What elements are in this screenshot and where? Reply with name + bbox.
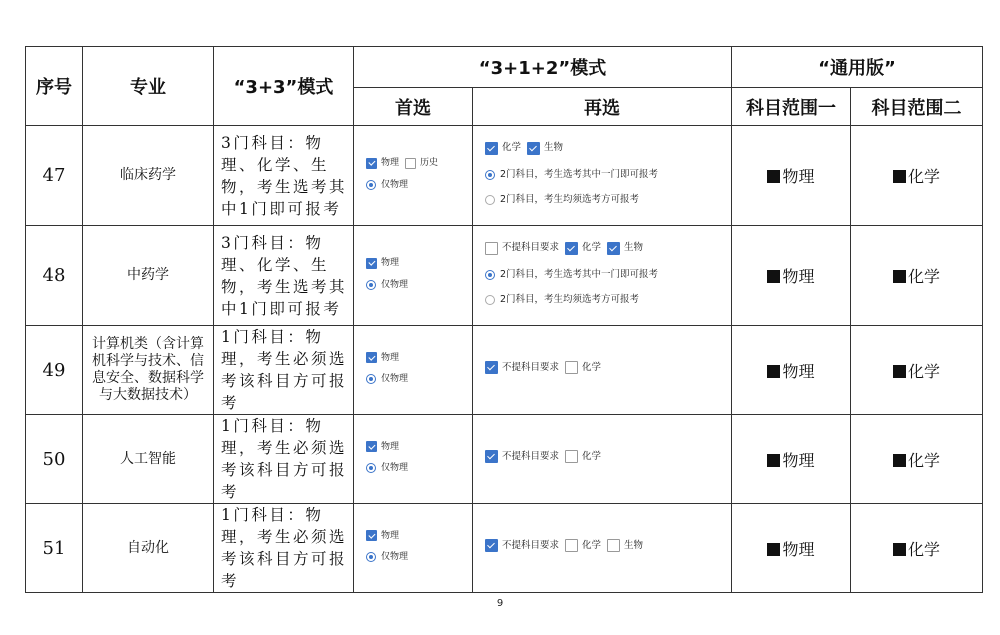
- radio-selected-icon: [366, 463, 376, 473]
- row-number: 51: [26, 504, 83, 593]
- checkbox-checked-icon: [366, 158, 377, 169]
- checkbox-empty-icon: [405, 158, 416, 169]
- major-name: 人工智能: [83, 415, 214, 504]
- range-one-cell: 物理: [732, 504, 851, 593]
- black-square-icon: [893, 454, 906, 467]
- first-choice-panel: [354, 326, 473, 415]
- checkbox-empty-icon: [565, 361, 578, 374]
- checkbox-checked-icon: [485, 361, 498, 374]
- table-row: [26, 415, 983, 504]
- table-row: [26, 504, 983, 593]
- major-name: 临床药学: [83, 126, 214, 226]
- first-choice-panel: [354, 504, 473, 593]
- row-number: 47: [26, 126, 83, 226]
- range-two-cell: 化学: [851, 326, 983, 415]
- radio-empty-icon: [485, 295, 495, 305]
- checkbox-empty-icon: [565, 450, 578, 463]
- second-choice-panel: [473, 415, 732, 504]
- choose-one-radio[interactable]: 2门科目，考生选考其中一门即可报考: [485, 264, 658, 286]
- no-requirement-checkbox[interactable]: 不提科目要求: [485, 446, 559, 468]
- range-one-cell: 物理: [732, 415, 851, 504]
- checkbox-checked-icon: [565, 242, 578, 255]
- range-one-cell: 物理: [732, 226, 851, 326]
- header-universal: “通用版”: [732, 47, 983, 88]
- checkbox-checked-icon: [366, 441, 377, 452]
- first-choice-panel: [354, 415, 473, 504]
- biology-checkbox[interactable]: 生物: [527, 137, 563, 159]
- first-choice-panel: [354, 226, 473, 326]
- checkbox-checked-icon: [485, 142, 498, 155]
- mode33-requirement: 1门科目：物理，考生必须选考该科目方可报考: [214, 504, 354, 593]
- checkbox-empty-icon: [607, 539, 620, 552]
- physics-checkbox[interactable]: 物理: [366, 254, 399, 272]
- header-seq: 序号: [26, 47, 83, 126]
- black-square-icon: [893, 365, 906, 378]
- range-two-cell: 化学: [851, 226, 983, 326]
- header-second-choice: 再选: [473, 88, 732, 126]
- biology-checkbox[interactable]: 生物: [607, 237, 643, 259]
- no-requirement-checkbox[interactable]: 不提科目要求: [485, 535, 559, 557]
- mode33-requirement: 3门科目：物理、化学、生物，考生选考其中1门即可报考: [214, 226, 354, 326]
- second-choice-panel: [473, 504, 732, 593]
- chemistry-checkbox[interactable]: 化学: [565, 535, 601, 557]
- header-major: 专业: [83, 47, 214, 126]
- radio-selected-icon: [366, 180, 376, 190]
- physics-checkbox[interactable]: 物理: [366, 349, 399, 367]
- radio-selected-icon: [366, 552, 376, 562]
- mode33-requirement: 1门科目：物理，考生必须选考该科目方可报考: [214, 415, 354, 504]
- black-square-icon: [893, 170, 906, 183]
- black-square-icon: [893, 543, 906, 556]
- row-number: 49: [26, 326, 83, 415]
- checkbox-checked-icon: [485, 450, 498, 463]
- checkbox-checked-icon: [527, 142, 540, 155]
- radio-selected-icon: [485, 170, 495, 180]
- range-two-cell: 化学: [851, 504, 983, 593]
- radio-selected-icon: [366, 374, 376, 384]
- only-physics-radio[interactable]: 仅物理: [366, 276, 408, 294]
- black-square-icon: [767, 170, 780, 183]
- major-name: 计算机类（含计算机科学与技术、信息安全、数据科学与大数据技术）: [83, 326, 214, 415]
- choose-one-radio[interactable]: 2门科目，考生选考其中一门即可报考: [485, 164, 658, 186]
- header-range-one: 科目范围一: [732, 88, 851, 126]
- first-choice-panel: [354, 126, 473, 226]
- checkbox-checked-icon: [607, 242, 620, 255]
- row-number: 50: [26, 415, 83, 504]
- physics-checkbox[interactable]: 物理: [366, 154, 399, 172]
- black-square-icon: [893, 270, 906, 283]
- major-name: 自动化: [83, 504, 214, 593]
- major-name: 中药学: [83, 226, 214, 326]
- black-square-icon: [767, 454, 780, 467]
- radio-selected-icon: [485, 270, 495, 280]
- second-choice-panel: [473, 326, 732, 415]
- chemistry-checkbox[interactable]: 化学: [485, 137, 521, 159]
- mode33-requirement: 3门科目：物理、化学、生物，考生选考其中1门即可报考: [214, 126, 354, 226]
- black-square-icon: [767, 365, 780, 378]
- range-one-cell: 物理: [732, 326, 851, 415]
- header-first-choice: 首选: [354, 88, 473, 126]
- chemistry-checkbox[interactable]: 化学: [565, 237, 601, 259]
- page-number: 9: [496, 598, 504, 609]
- checkbox-empty-icon: [485, 242, 498, 255]
- only-physics-radio[interactable]: 仅物理: [366, 176, 408, 194]
- chemistry-checkbox[interactable]: 化学: [565, 357, 601, 379]
- range-one-cell: 物理: [732, 126, 851, 226]
- header-range-two: 科目范围二: [851, 88, 983, 126]
- subject-requirements-table: [25, 46, 983, 593]
- range-two-cell: 化学: [851, 126, 983, 226]
- biology-checkbox[interactable]: 生物: [607, 535, 643, 557]
- no-requirement-checkbox[interactable]: 不提科目要求: [485, 237, 559, 259]
- only-physics-radio[interactable]: 仅物理: [366, 370, 408, 388]
- table-row: [26, 126, 983, 226]
- physics-checkbox[interactable]: 物理: [366, 527, 399, 545]
- no-requirement-checkbox[interactable]: 不提科目要求: [485, 357, 559, 379]
- black-square-icon: [767, 543, 780, 556]
- mode33-requirement: 1门科目：物理，考生必须选考该科目方可报考: [214, 326, 354, 415]
- second-choice-panel: [473, 226, 732, 326]
- choose-both-radio[interactable]: 2门科目，考生均须选考方可报考: [485, 289, 639, 311]
- choose-both-radio[interactable]: 2门科目，考生均须选考方可报考: [485, 189, 639, 211]
- header-mode-312: “3+1+2”模式: [354, 47, 732, 88]
- checkbox-empty-icon: [565, 539, 578, 552]
- only-physics-radio[interactable]: 仅物理: [366, 548, 408, 566]
- only-physics-radio[interactable]: 仅物理: [366, 459, 408, 477]
- chemistry-checkbox[interactable]: 化学: [565, 446, 601, 468]
- checkbox-checked-icon: [485, 539, 498, 552]
- black-square-icon: [767, 270, 780, 283]
- radio-selected-icon: [366, 280, 376, 290]
- second-choice-panel: [473, 126, 732, 226]
- table-row: [26, 226, 983, 326]
- table-row: [26, 326, 983, 415]
- radio-empty-icon: [485, 195, 495, 205]
- range-two-cell: 化学: [851, 415, 983, 504]
- checkbox-checked-icon: [366, 530, 377, 541]
- history-checkbox[interactable]: 历史: [405, 154, 438, 172]
- checkbox-checked-icon: [366, 352, 377, 363]
- checkbox-checked-icon: [366, 258, 377, 269]
- physics-checkbox[interactable]: 物理: [366, 438, 399, 456]
- header-mode-33: “3+3”模式: [214, 47, 354, 126]
- row-number: 48: [26, 226, 83, 326]
